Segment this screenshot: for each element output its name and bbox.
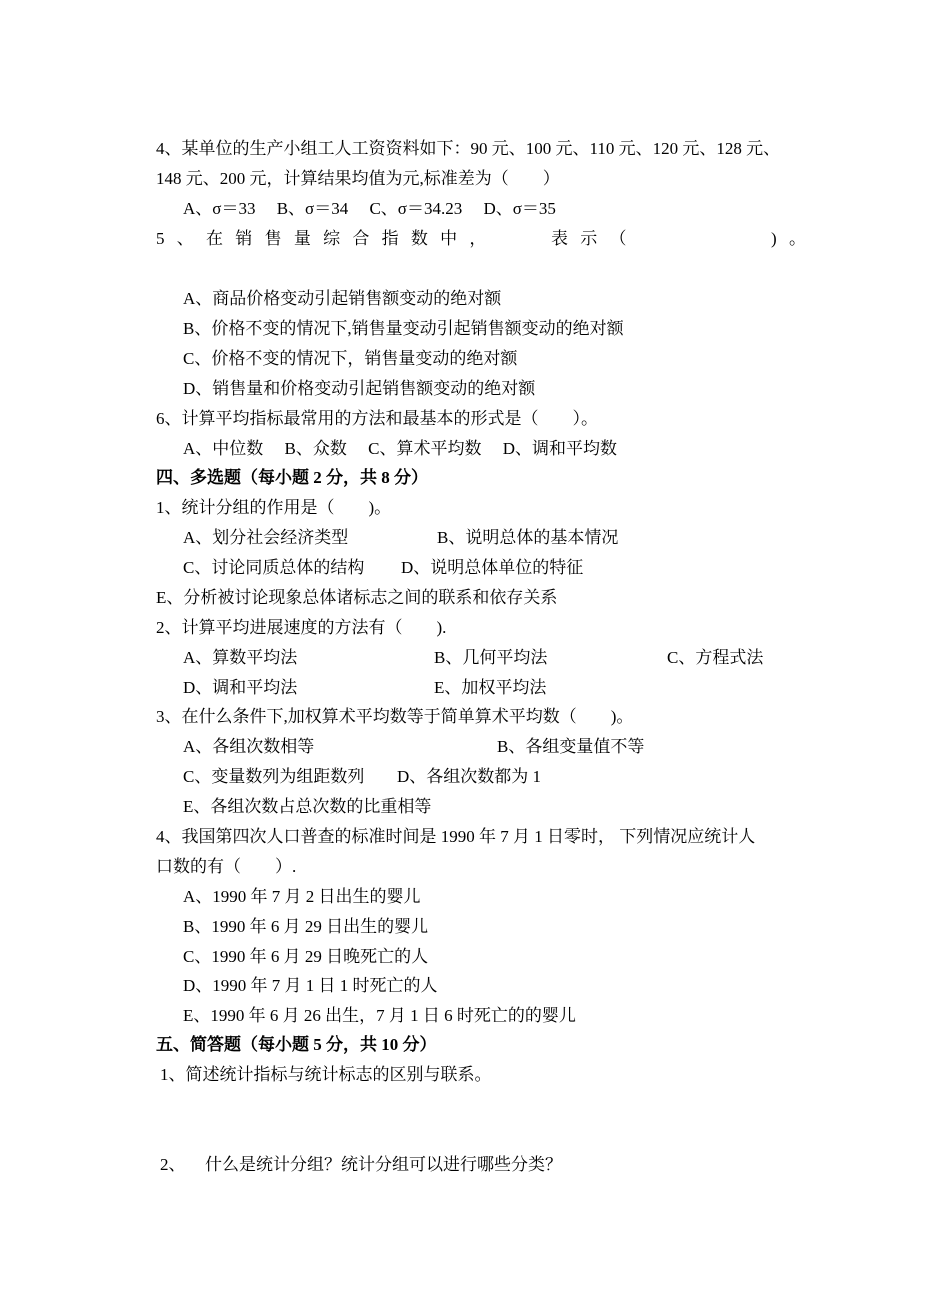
s4-q2-option-d: D、调和平均法	[183, 678, 298, 697]
q6-options: A、中位数 B、众数 C、算术平均数 D、调和平均数	[183, 439, 617, 458]
s4-q4-option-e: E、1990 年 6 月 26 出生，7 月 1 日 6 时死亡的的婴儿	[183, 1006, 576, 1025]
s5-q2-text: 什么是统计分组？统计分组可以进行哪些分类？	[205, 1155, 562, 1174]
s4-q1-stem: 1、统计分组的作用是（ )。	[156, 498, 392, 517]
q5-stem-char: ，	[469, 229, 487, 248]
s5-q1: 1、简述统计指标与统计标志的区别与联系。	[160, 1065, 492, 1084]
q5-stem-char: 综	[323, 229, 341, 248]
section-5-heading: 五、简答题（每小题 5 分，共 10 分）	[156, 1035, 437, 1054]
q5-stem-char: 、	[176, 229, 194, 248]
q5-stem-char: 中	[440, 229, 458, 248]
s4-q4-stem-line2: 口数的有（ ）.	[156, 857, 297, 876]
q5-stem-char: 销	[235, 229, 253, 248]
q5-stem-char: 数	[410, 229, 428, 248]
q5-stem-char: )	[771, 229, 777, 248]
s4-q2-stem: 2、计算平均进展速度的方法有（ ).	[156, 618, 447, 637]
s4-q1-option-b: B、说明总体的基本情况	[437, 528, 619, 547]
s5-q2-number: 2、	[160, 1155, 186, 1174]
s4-q4-option-a: A、1990 年 7 月 2 日出生的婴儿	[183, 887, 421, 906]
s4-q1-option-e: E、分析被讨论现象总体诸标志之间的联系和依存关系	[156, 588, 558, 607]
s4-q2-option-b: B、几何平均法	[434, 648, 548, 667]
q5-stem-char: 5	[156, 229, 165, 248]
q5-stem	[156, 228, 806, 250]
s4-q1-option-a: A、划分社会经济类型	[183, 528, 349, 547]
q6-stem: 6、计算平均指标最常用的方法和最基本的形式是（ ）。	[156, 409, 598, 428]
q5-stem-char: 。	[788, 229, 806, 248]
section-4-heading: 四、多选题（每小题 2 分，共 8 分）	[156, 468, 428, 487]
q4-stem-line1: 4、某单位的生产小组工人工资资料如下：90 元、100 元、110 元、120 元、128 元、	[156, 139, 781, 158]
q5-stem-char: （	[609, 229, 627, 248]
s4-q4-stem-line1: 4、我国第四次人口普查的标准时间是 1990 年 7 月 1 日零时， 下列情况应统计人	[156, 827, 756, 846]
s4-q4-option-d: D、1990 年 7 月 1 日 1 时死亡的人	[183, 976, 438, 995]
s4-q1-option-c: C、讨论同质总体的结构	[183, 558, 365, 577]
s4-q3-option-d: D、各组次数都为 1	[397, 767, 542, 786]
q5-stem-char: 量	[293, 229, 311, 248]
s4-q2-option-e: E、加权平均法	[434, 678, 547, 697]
q5-stem-char: 合	[352, 229, 370, 248]
s4-q3-option-b: B、各组变量值不等	[497, 737, 645, 756]
s4-q3-stem: 3、在什么条件下,加权算术平均数等于简单算术平均数（ )。	[156, 707, 634, 726]
q5-option-c: C、价格不变的情况下，销售量变动的绝对额	[183, 349, 518, 368]
s4-q3-option-e: E、各组次数占总次数的比重相等	[183, 797, 432, 816]
q4-options: A、σ＝33 B、σ＝34 C、σ＝34.23 D、σ＝35	[183, 199, 556, 218]
s4-q1-option-d: D、说明总体单位的特征	[401, 558, 584, 577]
q5-option-d: D、销售量和价格变动引起销售额变动的绝对额	[183, 379, 536, 398]
q4-stem-line2: 148 元、200 元，计算结果均值为元,标准差为（ ）	[156, 169, 560, 188]
q5-option-b: B、价格不变的情况下,销售量变动引起销售额变动的绝对额	[183, 319, 624, 338]
q5-stem-char: 指	[381, 229, 399, 248]
q5-stem-char: 在	[206, 229, 224, 248]
s4-q3-option-c: C、变量数列为组距数列	[183, 767, 365, 786]
q5-option-a: A、商品价格变动引起销售额变动的绝对额	[183, 289, 502, 308]
q5-stem-char: 表	[550, 229, 568, 248]
s4-q4-option-c: C、1990 年 6 月 29 日晚死亡的人	[183, 947, 429, 966]
s4-q4-option-b: B、1990 年 6 月 29 日出生的婴儿	[183, 917, 429, 936]
s4-q2-option-c: C、方程式法	[667, 648, 764, 667]
q5-stem-char: 示	[580, 229, 598, 248]
s4-q3-option-a: A、各组次数相等	[183, 737, 315, 756]
s4-q2-option-a: A、算数平均法	[183, 648, 298, 667]
q5-stem-char: 售	[264, 229, 282, 248]
